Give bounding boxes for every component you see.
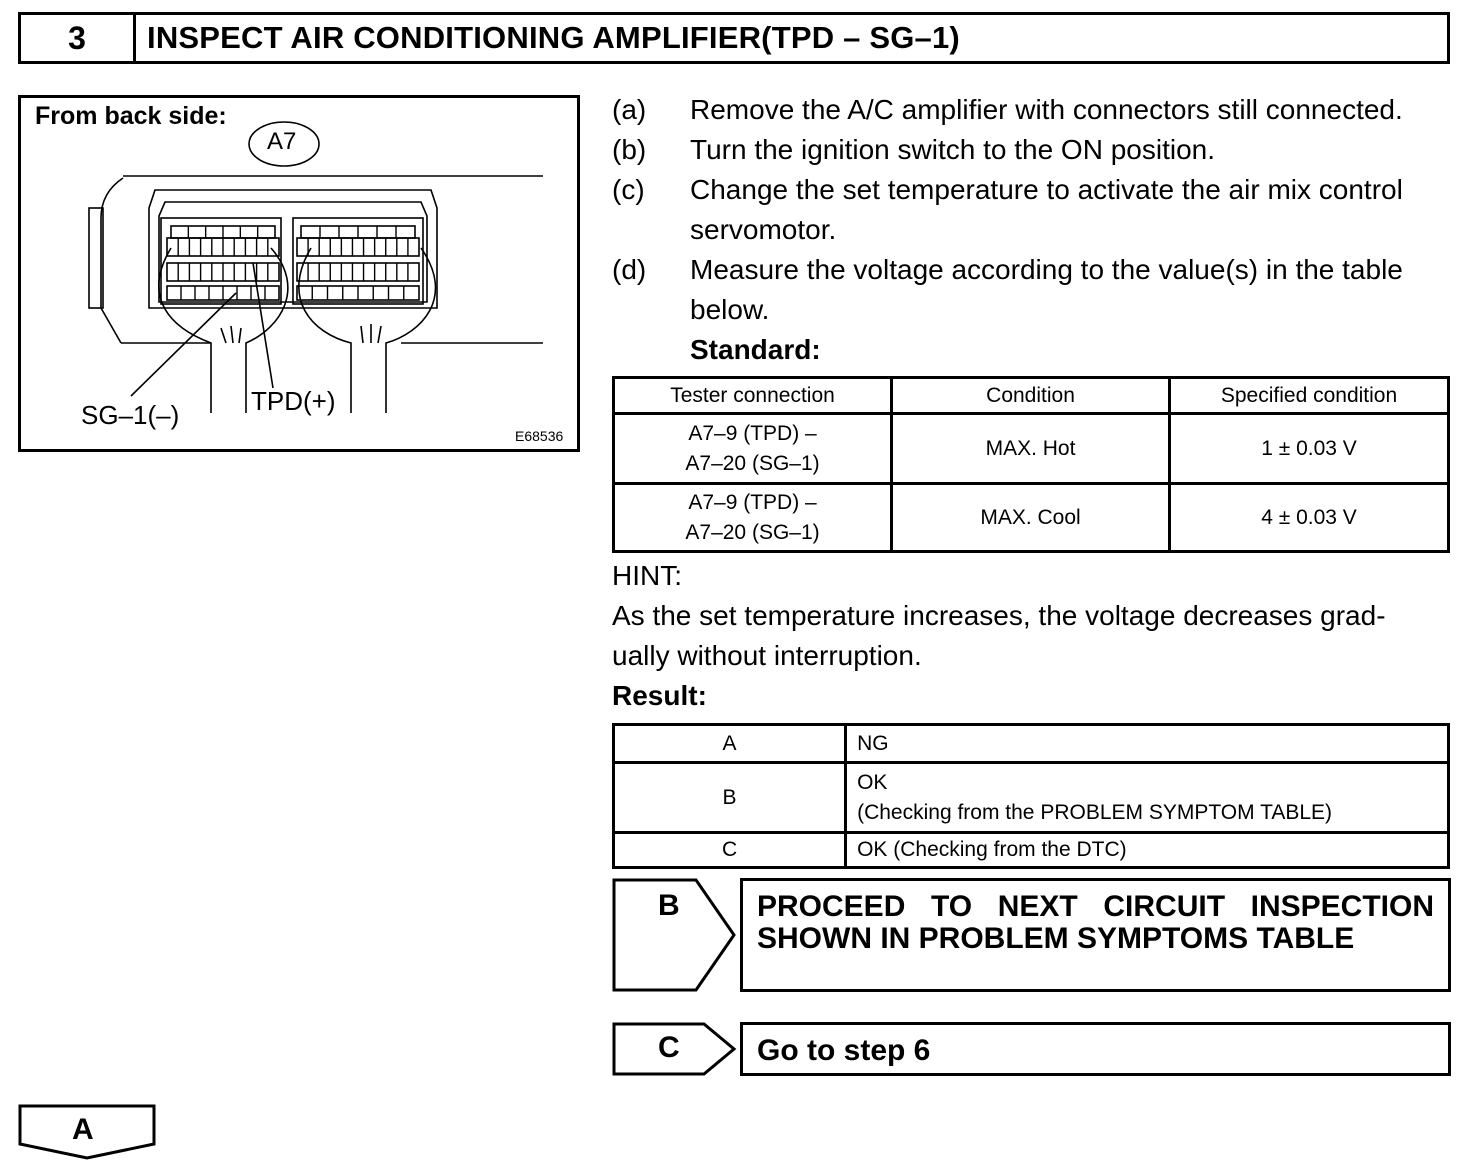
tpd-pin-label: TPD(+) (251, 386, 336, 416)
specified-cell: 1 ± 0.03 V (1170, 414, 1449, 484)
tester-connection-cell (614, 414, 892, 484)
step-text: below. (690, 294, 770, 325)
standard-label: Standard: (690, 334, 821, 365)
decision-text: PROCEED TO NEXT CIRCUIT INSPECTION (757, 890, 1434, 923)
table-row (614, 725, 1449, 763)
decision-a-arrow[interactable] (18, 1104, 156, 1160)
hint-label: HINT: (612, 560, 682, 591)
table-header: Tester connection (614, 378, 892, 414)
cell-line: (Checking from the PROBLEM SYMPTOM TABLE) (857, 800, 1333, 824)
cell-line: A7–9 (TPD) – (688, 490, 817, 514)
condition-cell: MAX. Hot (892, 414, 1170, 484)
decision-b-box (740, 878, 1451, 992)
cell-line: A7–20 (SG–1) (685, 451, 820, 475)
result-description (846, 763, 1449, 833)
sg-pin-label: SG–1(–) (81, 400, 180, 430)
result-description: OK (Checking from the DTC) (846, 833, 1449, 868)
condition-cell: MAX. Cool (892, 484, 1170, 552)
table-header: Specified condition (1170, 378, 1449, 414)
decision-code: A (72, 1113, 94, 1146)
table-row (614, 414, 1449, 484)
step-text: Turn the ignition switch to the ON position. (690, 134, 1215, 165)
step-text: Change the set temperature to activate the air mix control (690, 174, 1403, 205)
step-header (18, 12, 1450, 64)
step-label: (d) (612, 254, 647, 285)
table-row (614, 484, 1449, 552)
result-table (612, 723, 1450, 869)
decision-c-box (740, 1022, 1451, 1076)
table-header: Condition (892, 378, 1170, 414)
figure-caption: From back side: (35, 102, 227, 130)
cell-line: OK (857, 770, 888, 794)
step-label: (a) (612, 94, 647, 125)
standard-table (612, 376, 1450, 553)
step-text: servomotor. (690, 214, 837, 245)
hint-text: As the set temperature increases, the voltage decreases grad- (612, 600, 1386, 631)
decision-code: B (658, 889, 680, 922)
step-text: Measure the voltage according to the value(s) in the table (690, 254, 1403, 285)
figure-id: E68536 (515, 428, 564, 444)
step-label: (c) (612, 174, 645, 205)
decision-c-arrow[interactable] (612, 1022, 738, 1076)
hint-text: ually without interruption. (612, 640, 922, 671)
tester-connection-cell (614, 484, 892, 552)
step-title: INSPECT AIR CONDITIONING AMPLIFIER(TPD – SG–1) (147, 20, 960, 55)
step-number: 3 (21, 15, 136, 61)
cell-line: A7–20 (SG–1) (685, 520, 820, 544)
decision-text: Go to step 6 (757, 1034, 931, 1067)
connector-label: A7 (267, 128, 297, 155)
connector-figure (18, 95, 580, 452)
specified-cell: 4 ± 0.03 V (1170, 484, 1449, 552)
decision-text: SHOWN IN PROBLEM SYMPTOMS TABLE (757, 922, 1355, 955)
step-text: Remove the A/C amplifier with connectors still connected. (690, 94, 1403, 125)
result-code: C (614, 833, 846, 868)
result-description: NG (846, 725, 1449, 763)
result-label: Result: (612, 680, 707, 711)
decision-code: C (658, 1031, 680, 1064)
step-label: (b) (612, 134, 647, 165)
decision-b-arrow[interactable] (612, 878, 738, 992)
result-code: A (614, 725, 846, 763)
result-code: B (614, 763, 846, 833)
table-row (614, 763, 1449, 833)
table-row (614, 833, 1449, 868)
cell-line: A7–9 (TPD) – (688, 421, 817, 445)
